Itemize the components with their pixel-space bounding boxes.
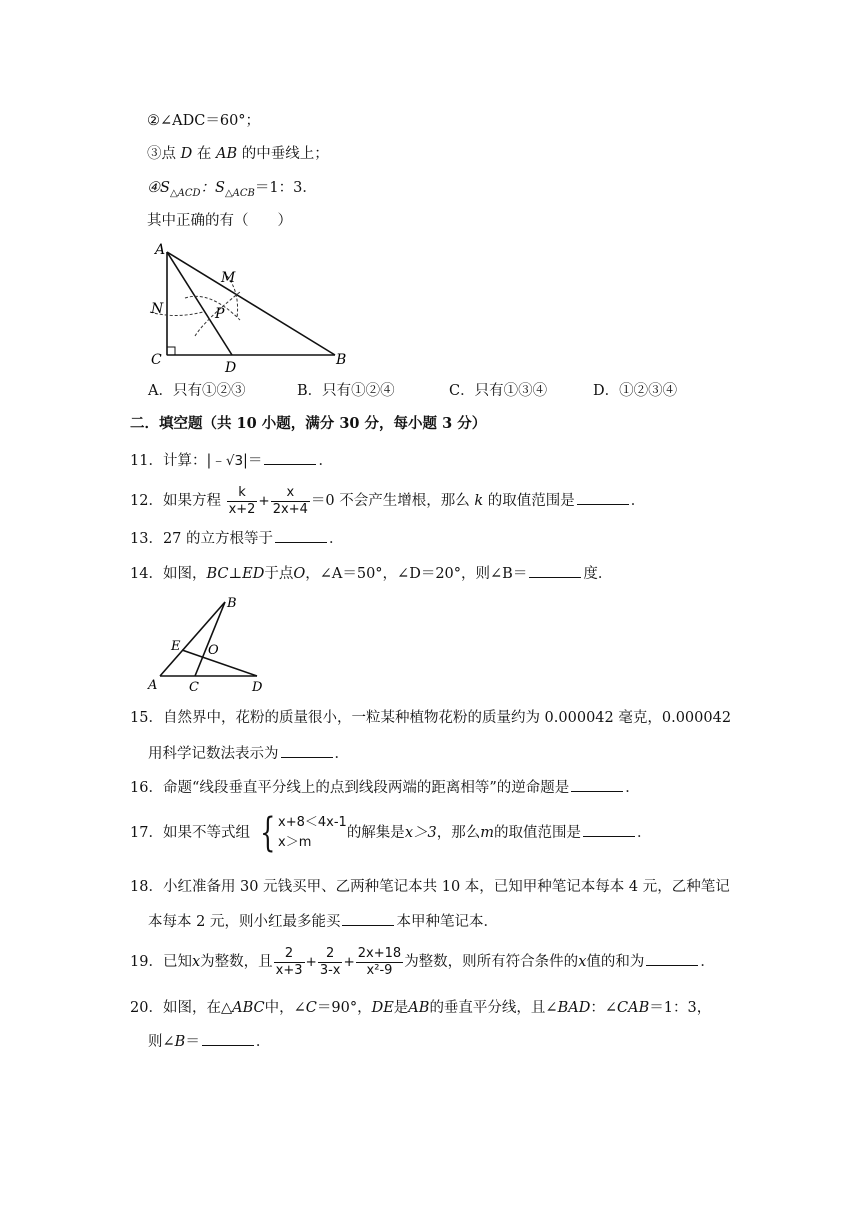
fig-label-o: O xyxy=(208,643,219,658)
fig-label-d: D xyxy=(252,680,263,694)
q17-inequality-system: { x+8＜4x-1 x＞m xyxy=(259,810,347,856)
fig-label-b: B xyxy=(227,596,237,611)
q20-answer-blank[interactable] xyxy=(202,1031,254,1046)
segment-cb xyxy=(195,602,225,676)
q18-line-2: 本每本 2 元，则小红最多能买 本甲种笔记本． xyxy=(148,911,498,932)
q15-line-1: 15．自然界中，花粉的质量很小，一粒某种植物花粉的质量约为 0.000042 毫克，0.000042 xyxy=(130,710,732,726)
segment-ab xyxy=(160,602,225,676)
q17: 17．如果不等式组 { x+8＜4x-1 x＞m 的解集是x＞3，那么m的取值范围是 ． xyxy=(130,810,652,856)
fig-label-a: A xyxy=(148,678,158,693)
q11: 11．计算：|﹣√3|＝ ． xyxy=(130,450,333,471)
fig-label-c: C xyxy=(151,352,162,368)
q15-line-2: 用科学记数法表示为 ． xyxy=(148,743,349,764)
sqrt-3: √3 xyxy=(225,453,244,469)
q10-choice-a[interactable]: A．只有①②③ xyxy=(148,383,246,399)
fig-label-p: P xyxy=(215,306,225,322)
q12-fraction-2: $\frac{x}{2x+4}$ xyxy=(272,484,308,517)
q10-choice-d[interactable]: D．①②③④ xyxy=(593,383,678,399)
segment-ab xyxy=(167,252,335,355)
fig-label-b: B xyxy=(336,352,347,368)
fig-label-m: M xyxy=(221,270,236,286)
q11-answer-blank[interactable] xyxy=(264,450,316,465)
q14-figure xyxy=(145,592,270,694)
q13: 13．27 的立方根等于 ． xyxy=(130,528,344,549)
q20-line-1: 20．如图，在△ABC中，∠C＝90°，DE是AB的垂直平分线，且∠BAD：∠CAB＝1：3， xyxy=(130,1000,712,1016)
fig-label-n: N xyxy=(151,301,164,317)
q16-answer-blank[interactable] xyxy=(571,777,623,792)
q13-answer-blank[interactable] xyxy=(275,528,327,543)
q10-item-4: $④S_{\triangle ACD}$：$S_{\triangle ACB}=1$：3． xyxy=(147,180,317,199)
q18-line-1: 18．小红准备用 30 元钱买甲、乙两种笔记本共 10 本，已知甲种笔记本每本 4 元，乙种笔记 xyxy=(130,879,730,895)
q10-triangle-figure xyxy=(145,240,360,375)
segment-ad xyxy=(167,252,232,355)
q17-answer-blank[interactable] xyxy=(583,822,635,837)
q18-answer-blank[interactable] xyxy=(342,911,394,926)
q19-answer-blank[interactable] xyxy=(646,951,698,966)
fig-label-d: D xyxy=(225,360,237,375)
q14: 14．如图，BC⊥ED于点O，∠A＝50°，∠D＝20°，则∠B＝ 度． xyxy=(130,563,612,584)
q12-fraction-1: $\frac{k}{x+2}$ xyxy=(228,484,256,517)
q19-fraction-1: $\frac{2}{x+3}$ xyxy=(275,945,303,978)
q10-choice-c[interactable]: C．只有①③④ xyxy=(449,383,548,399)
fig-label-c: C xyxy=(189,680,199,694)
q19-fraction-3: $\frac{2x+18}{\text{x²-9}}$ xyxy=(357,945,402,978)
right-angle-mark xyxy=(167,347,175,355)
section-2-heading: 二．填空题（共 10 小题，满分 30 分，每小题 3 分） xyxy=(130,415,487,432)
q10-item-2: ②∠ADC＝60°； xyxy=(147,113,261,129)
q20-line-2: 则∠B＝ ． xyxy=(148,1031,270,1052)
q12: 12．如果方程 $\frac{k}{x+2}$ + $\frac{x}{2x+4}$ ＝0 不会产生增根，那么 k 的取值范围是 ． xyxy=(130,484,646,517)
q10-prompt: 其中正确的有（ ） xyxy=(147,213,292,229)
q19-fraction-2: $\frac{2}{3-x}$ xyxy=(319,945,341,978)
q10-item-3: ③点 D 在 AB 的中垂线上； xyxy=(147,146,329,162)
q12-answer-blank[interactable] xyxy=(577,490,629,505)
fig-label-a: A xyxy=(155,242,166,258)
brace-icon: { xyxy=(259,810,275,856)
q15-answer-blank[interactable] xyxy=(281,743,333,758)
fig-label-e: E xyxy=(171,639,181,654)
q10-choice-b[interactable]: B．只有①②④ xyxy=(297,383,395,399)
q16: 16．命题“线段垂直平分线上的点到线段两端的距离相等”的逆命题是 ． xyxy=(130,777,640,798)
q19: 19．已知x为整数，且 $\frac{2}{x+3}$ + $\frac{2}{3-x}$ + $\frac{2x+18}{\text{x²-9}}$ 为整数，则所有符合条件的x值的和为 ． xyxy=(130,945,715,978)
q14-answer-blank[interactable] xyxy=(529,563,581,578)
segment-ed xyxy=(182,650,257,676)
